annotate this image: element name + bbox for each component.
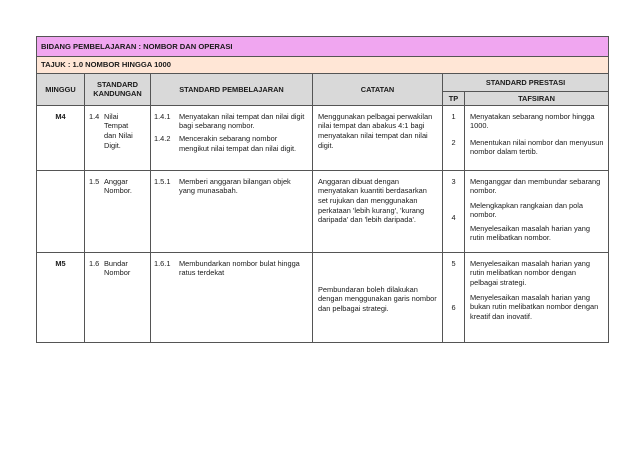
tafsiran-text: Menentukan nilai nombor dan menyusun nombor dalam tertib. [470,137,604,157]
tafsiran-text: Menganggar dan membundar sebarang nombor. [470,176,601,196]
rpt-table [36,36,609,343]
tafsiran-text: Menyelesaikan masalah harian yang bukan rutin melibatkan nombor dengan kreatif dan inovatif. [470,292,599,322]
tp-level: 4 [451,212,456,222]
tp-level: 1 [451,111,456,121]
bidang-pembelajaran: BIDANG PEMBELAJARAN : NOMBOR DAN OPERASI [37,37,609,57]
tp-level: 2 [451,137,456,147]
sp-text: Menyatakan nilai tempat dan nilai digit bagi sebarang nombor. [179,111,305,131]
header-minggu: MINGGU [37,73,85,105]
minggu-cell: M4 [37,105,85,170]
minggu-cell: M5 [37,252,85,342]
sp-number: 1.6.1 [154,258,171,268]
sk-number: 1.6 [89,258,100,268]
sk-number: 1.5 [89,176,100,186]
catatan-cell: Anggaran dibuat dengan menyatakan kuantiti berdasarkan set rujukan dan menggunakan perkataan 'lebih kurang', 'kurang daripada' dan 'lebih daripada'. [313,170,443,252]
header-tafsiran: TAFSIRAN [465,91,609,105]
tp-cell [443,105,465,170]
table-row [37,105,609,170]
tp-cell [443,252,465,342]
sp-number: 1.4.1 [154,111,171,121]
tafsiran-cell [465,170,609,252]
header-standard-prestasi: STANDARD PRESTASI [443,73,609,91]
sp-cell [151,252,313,342]
sp-cell [151,105,313,170]
tp-cell [443,170,465,252]
sk-text: Anggar Nombor. [104,176,132,196]
sk-number: 1.4 [89,111,100,121]
catatan-text: Pembundaran boleh dilakukan dengan menggunakan garis nombor dan pelbagai strategi. [318,284,437,314]
tajuk: TAJUK : 1.0 NOMBOR HINGGA 1000 [37,57,609,74]
sp-number: 1.5.1 [154,176,171,186]
catatan-cell [313,252,443,342]
sk-cell [85,170,151,252]
sk-cell [85,252,151,342]
sp-text: Membundarkan nombor bulat hingga ratus terdekat [179,258,300,278]
sk-cell [85,105,151,170]
sp-text: Memberi anggaran bilangan objek yang munasabah. [179,176,291,196]
header-catatan: CATATAN [313,73,443,105]
minggu-cell [37,170,85,252]
tafsiran-cell [465,105,609,170]
tafsiran-text: Menyelesaikan masalah harian yang rutin melibatkan nombor dengan pelbagai strategi. [470,258,590,288]
sp-cell [151,170,313,252]
header-standard-pembelajaran: STANDARD PEMBELAJARAN [151,73,313,105]
tp-level: 5 [451,258,456,268]
tafsiran-cell [465,252,609,342]
tafsiran-text: Menyelesaikan masalah harian yang rutin melibatkan nombor. [470,223,590,243]
catatan-cell: Menggunakan pelbagai perwakilan nilai tempat dan abakus 4:1 bagi menyatakan nilai tempat dan nilai digit. [313,105,443,170]
header-standard-kandungan: STANDARD KANDUNGAN [85,73,151,105]
tafsiran-text: Menyatakan sebarang nombor hingga 1000. [470,111,595,131]
table-row [37,252,609,342]
sk-text: Nilai Tempat dan Nilai Digit. [104,111,133,150]
header-tp: TP [443,91,465,105]
sp-text: Mencerakin sebarang nombor mengikut nilai tempat dan nilai digit. [179,134,297,153]
sk-text: Bundar Nombor [104,258,131,278]
tp-level: 3 [451,176,456,186]
sp-number: 1.4.2 [154,134,171,144]
table-row [37,170,609,252]
tp-level: 6 [451,302,456,312]
tafsiran-text: Melengkapkan rangkaian dan pola nombor. [470,200,583,220]
